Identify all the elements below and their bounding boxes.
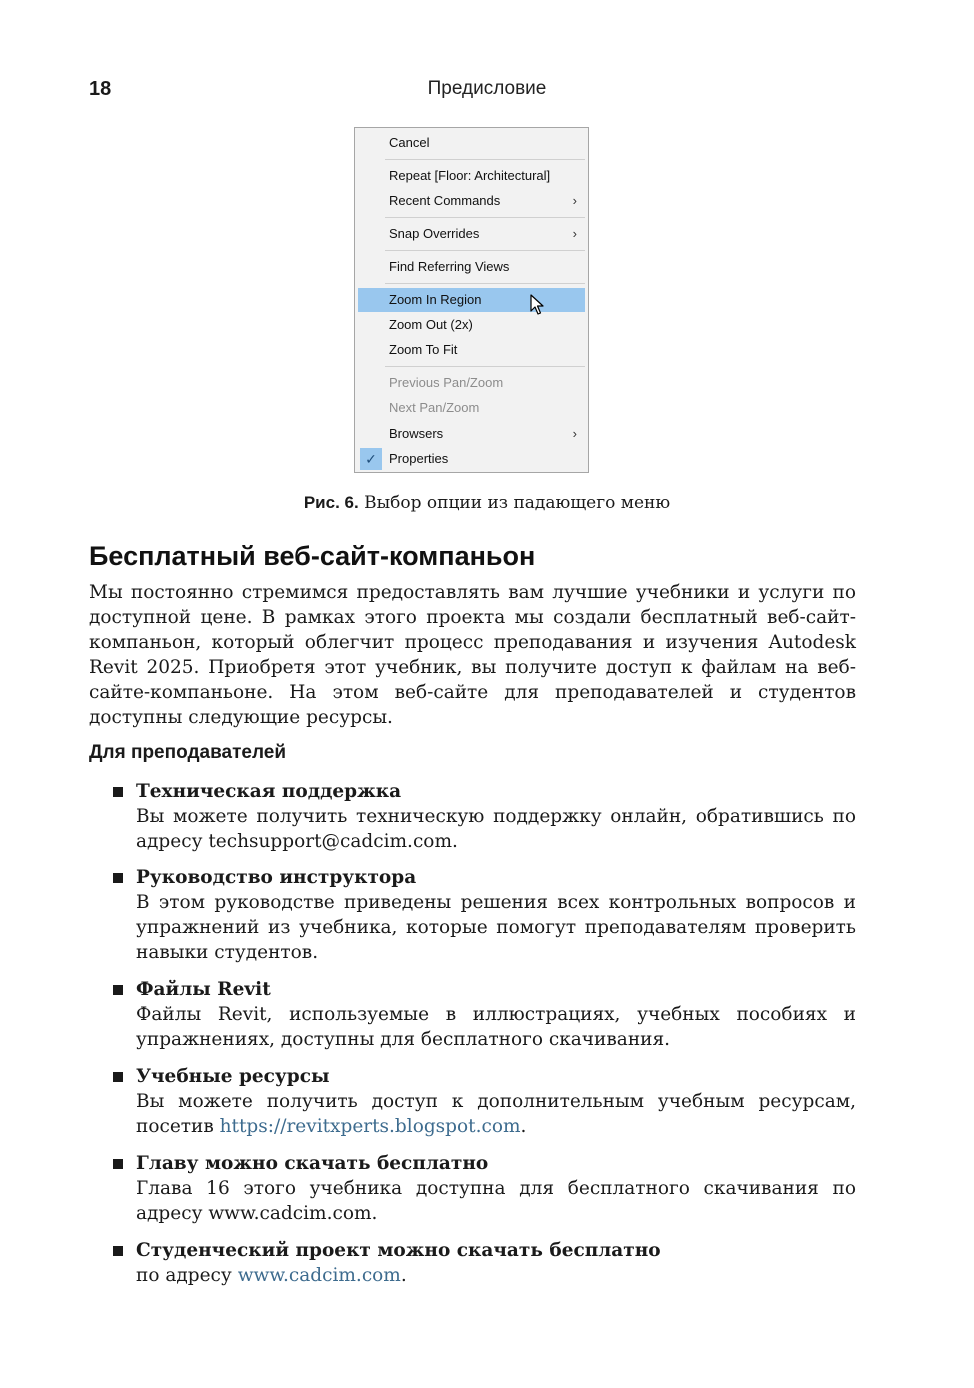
menu-item-label: Next Pan/Zoom [389, 400, 480, 415]
section-heading: Бесплатный веб-сайт-компаньон [89, 541, 536, 571]
menu-separator [385, 250, 585, 251]
bullet-icon [113, 1246, 123, 1256]
resource-body: Файлы Revit, используемые в иллюстрациях, учебных пособиях и упражнениях, доступны для бесплатного скачивания. [136, 1004, 856, 1050]
menu-item-label: Recent Commands [389, 193, 501, 208]
menu-item-label: Previous Pan/Zoom [389, 375, 504, 390]
bullet-icon [113, 985, 123, 995]
resource-title: Техническая поддержка [136, 781, 402, 802]
resource-body [136, 1089, 856, 1139]
menu-separator [385, 159, 585, 160]
resource-body-suffix: . [520, 1116, 527, 1137]
chevron-right-icon: › [572, 193, 577, 208]
menu-item-zoom-in-region[interactable] [358, 288, 585, 312]
resource-body: Вы можете получить техническую поддержку онлайн, обратившись по адресу techsupport@cadcim.com. [136, 806, 856, 852]
chevron-right-icon: › [572, 426, 577, 441]
chevron-right-icon: › [572, 226, 577, 241]
resource-body-suffix: . [400, 1265, 407, 1286]
caption-text: Выбор опции из падающего меню [358, 493, 671, 513]
menu-separator [385, 217, 585, 218]
menu-item-label: Zoom Out (2x) [389, 317, 473, 332]
checkmark-icon: ✓ [360, 448, 382, 470]
resource-title: Студенческий проект можно скачать бесплатно [136, 1240, 661, 1261]
menu-item-label: Properties [389, 451, 449, 466]
menu-item-label: Cancel [389, 135, 430, 150]
page-number: 18 [89, 78, 112, 100]
resource-body-text: Вы можете получить доступ к дополнительным учебным ресурсам, посетив [136, 1091, 856, 1137]
menu-item-repeat[interactable] [358, 164, 585, 188]
resource-body: Глава 16 этого учебника доступна для бесплатного скачивания по адресу www.cadcim.com. [136, 1178, 856, 1224]
bullet-icon [113, 1159, 123, 1169]
menu-item-browsers[interactable] [358, 422, 585, 446]
figure-caption [0, 493, 974, 513]
resource-title: Файлы Revit [136, 979, 271, 1000]
resource-body: В этом руководстве приведены решения всех контрольных вопросов и упражнений из учебника, которые помогут преподавателям проверить навыки студентов. [136, 892, 856, 963]
menu-separator [385, 366, 585, 367]
caption-label: Рис. 6. [303, 493, 359, 512]
bullet-icon [113, 787, 123, 797]
menu-item-previous-pan-zoom [358, 371, 585, 395]
menu-item-label: Snap Overrides [389, 226, 480, 241]
blog-link[interactable]: https://revitxperts.blogspot.com [219, 1116, 521, 1137]
subheading-instructors: Для преподавателей [89, 742, 287, 763]
resource-body [136, 1263, 856, 1288]
menu-separator [385, 283, 585, 284]
menu-item-next-pan-zoom [358, 396, 585, 420]
menu-item-zoom-out[interactable] [358, 313, 585, 337]
menu-item-label: Find Referring Views [389, 259, 510, 274]
resource-body-text: по адресу [136, 1265, 238, 1286]
menu-item-properties[interactable] [358, 447, 585, 471]
bullet-icon [113, 1072, 123, 1082]
menu-item-zoom-to-fit[interactable] [358, 338, 585, 362]
resource-title: Руководство инструктора [136, 867, 417, 888]
running-title: Предисловие [427, 78, 547, 99]
menu-item-find-referring-views[interactable] [358, 255, 585, 279]
resource-title: Главу можно скачать бесплатно [136, 1153, 489, 1174]
bullet-icon [113, 873, 123, 883]
menu-item-label: Browsers [389, 426, 444, 441]
menu-item-recent-commands[interactable] [358, 189, 585, 213]
menu-item-cancel[interactable] [358, 131, 585, 155]
menu-item-snap-overrides[interactable] [358, 222, 585, 246]
context-menu [354, 127, 589, 473]
menu-item-label: Zoom In Region [389, 292, 482, 307]
menu-item-label: Repeat [Floor: Architectural] [389, 168, 551, 183]
intro-paragraph: Мы постоянно стремимся предоставлять вам лучшие учебники и услуги по доступной цене. В рамках этого проекта мы создали бесплатный веб-сайт-компаньон, который облегчит процесс преподавания и изучения Autodesk Revit 2025. Приобретя этот учебник, вы получите доступ к файлам на веб-сайте-компаньоне. На этом веб-сайте для преподавателей и студентов доступны следующие ресурсы. [89, 582, 856, 728]
menu-item-label: Zoom To Fit [389, 342, 458, 357]
resource-title: Учебные ресурсы [136, 1066, 330, 1087]
cadcim-link[interactable]: www.cadcim.com [237, 1265, 401, 1286]
